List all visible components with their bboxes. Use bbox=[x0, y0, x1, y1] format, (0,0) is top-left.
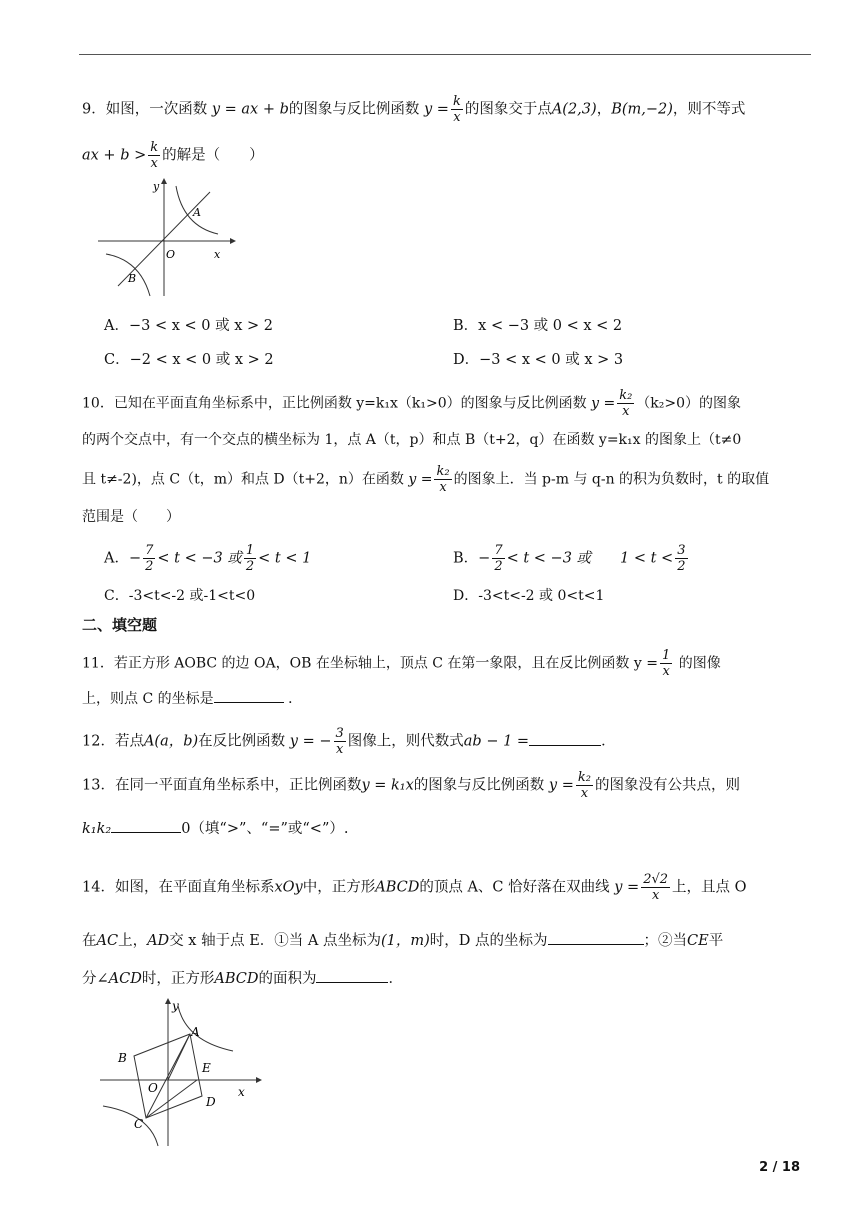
q9-option-a: A．−3 < x < 0 或 x > 2 bbox=[104, 318, 273, 334]
q10-option-c: C．-3<t<-2 或-1<t<0 bbox=[104, 588, 256, 604]
label-E: E bbox=[202, 1061, 211, 1075]
q13-line1: 13．在同一平面直角坐标系中，正比例函数y = k₁x的图象与反比例函数 y = $\frac{\text{k₂}}{x}$ 的图象没有公共点，则 bbox=[82, 770, 740, 801]
q14-graph bbox=[98, 996, 268, 1150]
label-O: O bbox=[166, 248, 176, 261]
label-D: D bbox=[206, 1095, 216, 1109]
answer-blank[interactable] bbox=[214, 688, 284, 703]
fraction: $\frac{k}{x}$ bbox=[452, 94, 461, 125]
q10-line3: 且 t≠-2)，点 C（t，m）和点 D（t+2，n）在函数 y = $\frac{\text{k₂}}{x}$ 的图象上．当 p-m 与 q-n 的积为负数时，t 的取值 bbox=[82, 464, 770, 495]
q9-line2: ax + b > $\frac{k}{x}$ 的解是（ ） bbox=[82, 140, 264, 171]
answer-blank[interactable] bbox=[111, 818, 181, 833]
q10-line2: 的两个交点中，有一个交点的横坐标为 1，点 A（t，p）和点 B（t+2，q）在函数 y=k₁x 的图象上（t≠0 bbox=[82, 432, 742, 448]
page-number: 2 / 18 bbox=[759, 1160, 800, 1175]
label-C: C bbox=[134, 1117, 144, 1131]
q10-line4: 范围是（ ） bbox=[82, 509, 180, 525]
label-x: x bbox=[238, 1085, 245, 1099]
q13-line2: k₁k₂ 0（填“>”、“=”或“<”）. bbox=[82, 818, 348, 839]
q12-line: 12．若点A(a，b)在反比例函数 y = − $\frac{3}{x}$ 图像上，则代数式ab − 1 = ． bbox=[82, 726, 616, 757]
label-A: A bbox=[191, 1025, 200, 1039]
label-A: A bbox=[193, 206, 201, 219]
q11-line2: 上，则点 C 的坐标是 ． bbox=[82, 688, 302, 709]
q9-line1: 9．如图，一次函数 y = ax + b的图象与反比例函数 y = $\frac{k}{x}$ 的图象交于点A(2,3)，B(m,−2)，则不等式 bbox=[82, 94, 746, 125]
q14-line3: 分∠ACD时，正方形ABCD的面积为 ． bbox=[82, 968, 403, 989]
q14-line2: 在AC上，AD交 x 轴于点 E．①当 A 点坐标为(1，m)时，D 点的坐标为 ；②当CE平 bbox=[82, 930, 723, 951]
answer-blank[interactable] bbox=[529, 731, 601, 746]
fraction: $\frac{\text{k₂}}{x}$ bbox=[436, 464, 450, 495]
label-x: x bbox=[214, 248, 221, 261]
fraction: $\frac{k}{x}$ bbox=[150, 140, 159, 171]
label-B: B bbox=[118, 1051, 127, 1065]
q11-line1: 11．若正方形 AOBC 的边 OA，OB 在坐标轴上，顶点 C 在第一象限，且在反比例函数 y = $\frac{1}{x}$ 的图像 bbox=[82, 648, 721, 679]
q14-line1: 14．如图，在平面直角坐标系xOy中，正方形ABCD的顶点 A、C 恰好落在双曲线 y = $\frac{2√2}{x}$ 上，且点 O bbox=[82, 872, 747, 903]
q9-graph bbox=[98, 176, 238, 301]
q10-option-a: A．− $\frac{7}{2}$ < t < −3 或 $\frac{1}{2}$ < t < 1 bbox=[104, 543, 312, 574]
fraction: $\frac{\text{k₂}}{x}$ bbox=[619, 388, 633, 419]
header-rule bbox=[79, 54, 811, 55]
answer-blank[interactable] bbox=[548, 930, 644, 945]
q10-option-d: D．-3<t<-2 或 0<t<1 bbox=[453, 588, 605, 604]
label-y: y bbox=[172, 999, 179, 1013]
label-O: O bbox=[148, 1081, 158, 1095]
label-B: B bbox=[128, 272, 137, 285]
answer-blank[interactable] bbox=[316, 968, 388, 983]
section-heading: 二、填空题 bbox=[82, 616, 158, 634]
label-y: y bbox=[153, 180, 160, 193]
q9-option-d: D．−3 < x < 0 或 x > 3 bbox=[453, 352, 624, 368]
q9-option-b: B．x < −3 或 0 < x < 2 bbox=[453, 318, 623, 334]
q10-option-b: B．− $\frac{7}{2}$ < t < −3 或 1 < t < $\frac{3}{2}$ bbox=[453, 543, 686, 574]
q9-option-c: C．−2 < x < 0 或 x > 2 bbox=[104, 352, 274, 368]
q10-line1: 10．已知在平面直角坐标系中，正比例函数 y=k₁x（k₁>0）的图象与反比例函数 y = $\frac{\text{k₂}}{x}$ （k₂>0）的图象 bbox=[82, 388, 742, 419]
